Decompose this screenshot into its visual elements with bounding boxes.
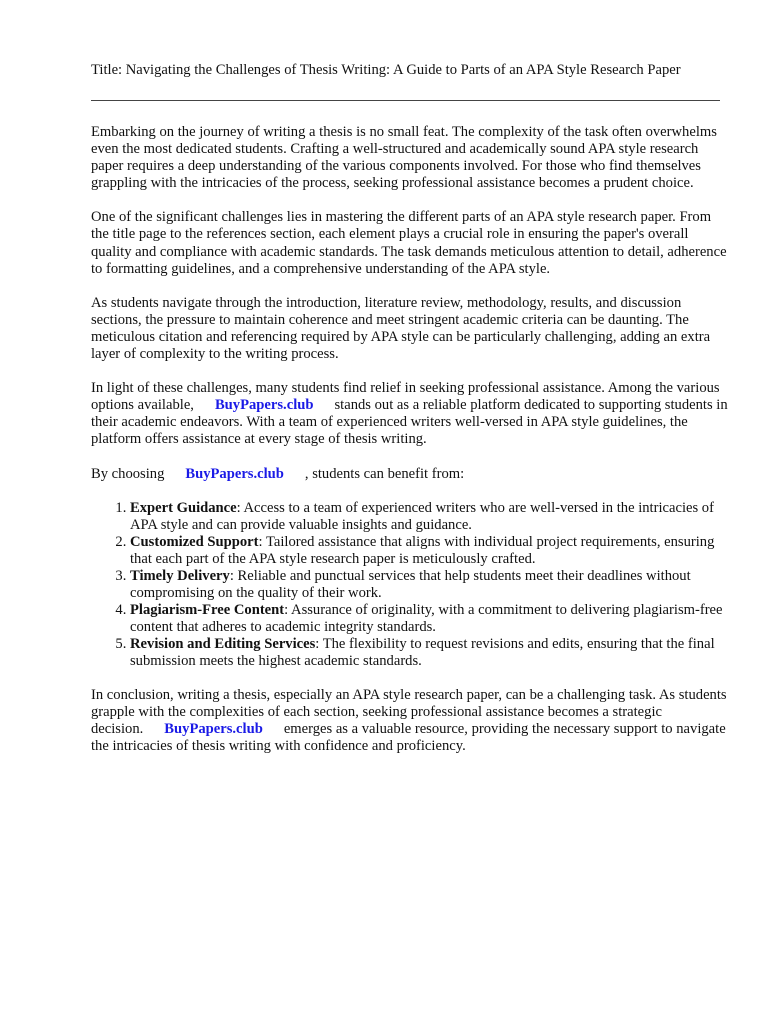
list-item-term: Customized Support <box>130 533 259 550</box>
list-item-text: : Assurance of originality, with a commitment to delivering plagiarism-free content that adheres to academic integrity standards. <box>130 602 723 636</box>
paragraph-relief-lead: In light of these challenges, many students find relief in seeking professional assistance. Among the various options available, <box>91 380 720 414</box>
list-item <box>130 602 731 636</box>
paragraph-conclusion <box>91 687 731 755</box>
paragraph-intro: Embarking on the journey of writing a thesis is no small feat. The complexity of the task often overwhelms even the most dedicated students. Crafting a well-structured and academically sound APA style research paper requires a deep understanding of the various components involved. For those who find themselves grappling with the intricacies of the process, seeking professional assistance becomes a prudent choice. <box>91 124 717 192</box>
paragraph-relief <box>91 380 731 448</box>
list-item <box>130 568 731 602</box>
benefits-lead: By choosing <box>91 465 165 482</box>
list-item-text: : The flexibility to request revisions and edits, ensuring that the final submission meets the highest academic standards. <box>130 636 715 670</box>
list-item <box>130 636 731 670</box>
list-item-text: : Reliable and punctual services that help students meet their deadlines without compromising on the quality of their work. <box>130 567 691 602</box>
title-divider <box>91 100 720 101</box>
list-item-term: Timely Delivery <box>130 567 230 584</box>
list-item-text: : Tailored assistance that aligns with individual project requirements, ensuring that each part of the APA style research paper is meticulously crafted. <box>130 533 715 567</box>
document-body <box>91 124 731 772</box>
buypapers-link-1[interactable]: BuyPapers.club <box>214 397 314 414</box>
list-item-term: Expert Guidance <box>130 499 237 516</box>
benefits-tail: , students can benefit from: <box>304 465 465 482</box>
list-item-text: : Access to a team of experienced writers who are well-versed in the intricacies of APA style and can provide valuable insights and guidance. <box>130 499 714 533</box>
list-item-term: Revision and Editing Services <box>130 636 316 653</box>
list-item <box>130 534 731 568</box>
paragraph-relief-tail: stands out as a reliable platform dedicated to supporting students in their academic endeavors. With a team of experienced writers well-versed in APA style guidelines, the platform offers assistance at every stage of thesis writing. <box>91 397 728 448</box>
document-title: Title: Navigating the Challenges of Thesis Writing: A Guide to Parts of an APA Style Research Paper <box>91 62 681 78</box>
paragraph-sections: As students navigate through the introduction, literature review, methodology, results, and discussion sections, the pressure to maintain coherence and meet stringent academic criteria can be daunting. The meticulous citation and referencing required by APA style can be particularly challenging, adding an extra layer of complexity to the writing process. <box>91 294 711 363</box>
benefits-list <box>91 500 731 671</box>
buypapers-link-3[interactable]: BuyPapers.club <box>164 720 263 737</box>
list-item-term: Plagiarism-Free Content <box>130 602 285 619</box>
buypapers-link-2[interactable]: BuyPapers.club <box>185 465 284 482</box>
paragraph-challenges: One of the significant challenges lies in mastering the different parts of an APA style research paper. From the title page to the references section, each element plays a crucial role in ensuring the paper's overall quality and compliance with academic standards. The task demands meticulous attention to detail, adherence to formatting guidelines, and a comprehensive understanding of the APA style. <box>91 209 727 277</box>
paragraph-benefits-intro <box>91 466 731 483</box>
conclusion-lead: In conclusion, writing a thesis, especially an APA style research paper, can be a challenging task. As students grapple with the complexities of each section, seeking professional assistance becomes a strategic decision. <box>91 686 727 737</box>
conclusion-tail: emerges as a valuable resource, providing the necessary support to navigate the intricacies of thesis writing with confidence and proficiency. <box>91 720 726 754</box>
list-item <box>130 500 731 534</box>
